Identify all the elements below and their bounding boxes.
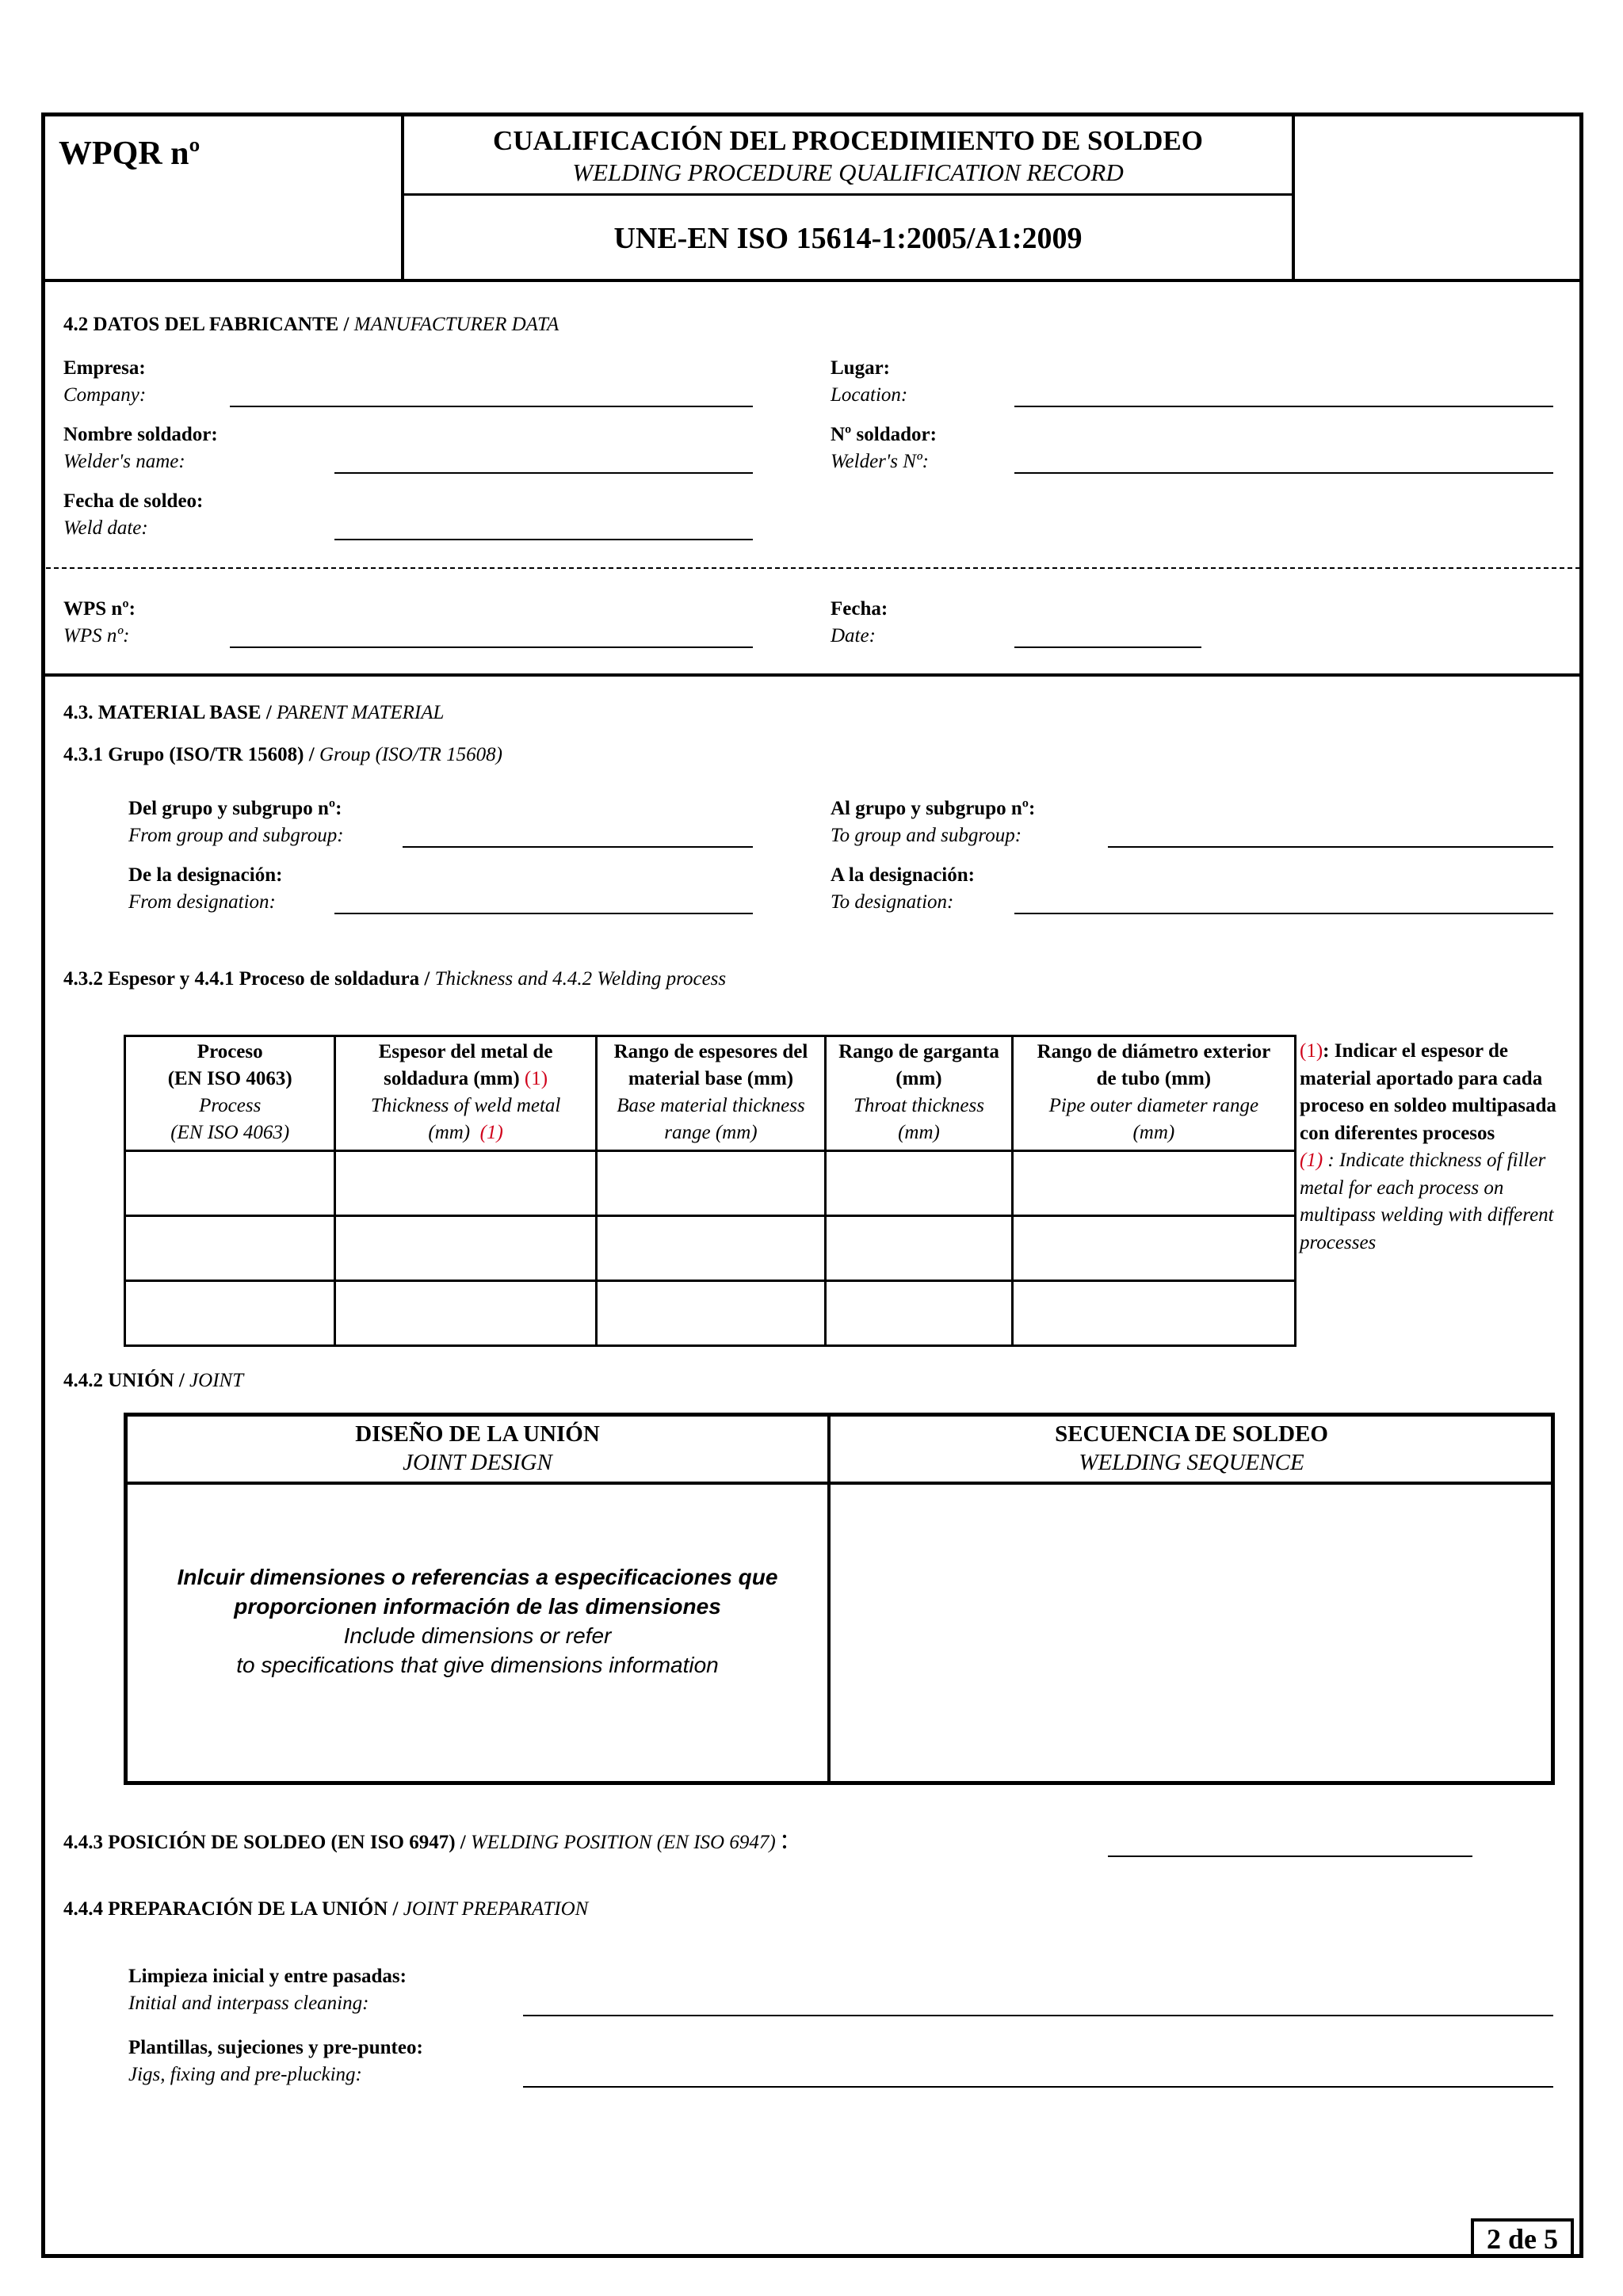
table-cell[interactable] [596, 1151, 825, 1216]
table-cell[interactable] [596, 1216, 825, 1281]
form-title-es: CUALIFICACIÓN DEL PROCEDIMIENTO DE SOLDEO [493, 125, 1203, 156]
to-group-label-en: To group and subgroup: [831, 825, 1022, 846]
note-marker: (1) [1300, 1040, 1323, 1062]
welding-sequence-header [831, 1417, 1552, 1482]
wps-label-es: WPS nº: [63, 598, 136, 620]
from-group-label-en: From group and subgroup: [128, 825, 344, 846]
table-cell[interactable] [1012, 1281, 1295, 1346]
joint-preparation-es: 4.4.4 PREPARACIÓN DE LA UNIÓN [63, 1898, 388, 1920]
to-designation-field[interactable] [1014, 913, 1553, 914]
from-group-field[interactable] [403, 846, 753, 848]
column-header-throat-thickness [826, 1036, 1013, 1151]
welder-number-label-en: Welder's Nº: [831, 451, 929, 472]
company-label-es: Empresa: [63, 357, 146, 379]
company-field[interactable] [230, 406, 753, 407]
table-row [125, 1281, 1296, 1346]
welder-name-label-en: Welder's name: [63, 451, 185, 472]
joint-section-title [63, 1370, 243, 1392]
slash: / [460, 1832, 466, 1853]
table-cell[interactable] [826, 1216, 1013, 1281]
company-label-en: Company: [63, 384, 147, 406]
header-text: Pipe outer diameter range [1048, 1095, 1259, 1116]
thickness-process-section-title [63, 968, 726, 990]
joint-design-en: JOINT DESIGN [403, 1450, 552, 1475]
header-text: Rango de diámetro exterior [1037, 1041, 1271, 1062]
header-text: (EN ISO 4063) [170, 1122, 290, 1143]
instruction-en: to specifications that give dimensions information [236, 1653, 719, 1677]
parent-material-es: 4.3. MATERIAL BASE [63, 702, 262, 723]
weld-date-label-es: Fecha de soldeo: [63, 490, 204, 512]
slash: / [308, 744, 315, 765]
header-text: Thickness of weld metal [370, 1095, 561, 1116]
jigs-label-en: Jigs, fixing and pre-plucking: [128, 2064, 362, 2085]
cleaning-label-es: Limpieza inicial y entre pasadas: [128, 1966, 407, 1987]
slash: / [392, 1898, 399, 1920]
welding-position-field[interactable] [1108, 1855, 1472, 1857]
weld-date-label-en: Weld date: [63, 517, 148, 539]
date-field[interactable] [1014, 646, 1201, 648]
column-header-base-thickness-range [596, 1036, 825, 1151]
table-cell[interactable] [125, 1151, 335, 1216]
table-cell[interactable] [335, 1281, 596, 1346]
location-label-en: Location: [831, 384, 908, 406]
jigs-field[interactable] [523, 2086, 1553, 2088]
wps-number-field[interactable] [230, 646, 753, 648]
header-text: Process [199, 1095, 262, 1116]
group-es: 4.3.1 Grupo (ISO/TR 15608) [63, 744, 304, 765]
manufacturer-section-title [63, 314, 559, 336]
cleaning-label-en: Initial and interpass cleaning: [128, 1993, 369, 2014]
welding-position-en: WELDING POSITION (EN ISO 6947) [470, 1832, 776, 1853]
date-label-es: Fecha: [831, 598, 888, 620]
header-text: Rango de espesores del [613, 1041, 808, 1062]
colon: : [780, 1823, 789, 1855]
table-cell[interactable] [1012, 1216, 1295, 1281]
instruction-en: Include dimensions or refer [343, 1623, 612, 1648]
joint-preparation-en: JOINT PREPARATION [403, 1898, 589, 1920]
slash: / [424, 968, 430, 990]
slash: / [265, 702, 272, 723]
note-marker: (1) [1300, 1150, 1323, 1171]
group-subsection-title [63, 744, 502, 766]
table-cell[interactable] [125, 1216, 335, 1281]
from-designation-field[interactable] [334, 913, 753, 914]
wps-label-en: WPS nº: [63, 625, 130, 646]
joint-section-en: JOINT [189, 1370, 244, 1391]
welding-position-es: 4.4.3 POSICIÓN DE SOLDEO (EN ISO 6947) [63, 1832, 456, 1853]
date-label-en: Date: [831, 625, 876, 646]
standard-reference: UNE-EN ISO 15614-1:2005/A1:2009 [613, 222, 1083, 255]
note-marker: (1) [524, 1068, 548, 1089]
welding-sequence-en: WELDING SEQUENCE [1079, 1450, 1304, 1475]
table-row [125, 1216, 1296, 1281]
joint-design-instructions[interactable] [128, 1486, 827, 1783]
to-designation-label-en: To designation: [831, 891, 954, 913]
welder-number-field[interactable] [1014, 472, 1553, 474]
welding-sequence-es: SECUENCIA DE SOLDEO [1055, 1421, 1328, 1447]
dashed-separator [46, 567, 1580, 569]
note-text-en: : Indicate thickness of filler metal for each process on multipass welding with different processes [1300, 1150, 1554, 1253]
table-row [125, 1151, 1296, 1216]
header-text: (mm) [1132, 1122, 1175, 1143]
table-cell[interactable] [826, 1281, 1013, 1346]
welding-sequence-area[interactable] [831, 1486, 1552, 1783]
table-cell[interactable] [1012, 1151, 1295, 1216]
header-text: Proceso [197, 1041, 263, 1062]
joint-box [124, 1413, 1555, 1785]
header-text: material base (mm) [628, 1068, 794, 1089]
header-text: (mm) [896, 1068, 942, 1089]
manufacturer-bottom-line [41, 673, 1583, 677]
welder-number-label-es: Nº soldador: [831, 424, 937, 445]
joint-preparation-section-title [63, 1898, 588, 1920]
welder-name-field[interactable] [334, 472, 753, 474]
header-text: (mm) [428, 1122, 471, 1143]
header-text: (mm) [898, 1122, 940, 1143]
to-group-label-es: Al grupo y subgrupo nº: [831, 798, 1036, 819]
from-designation-label-es: De la designación: [128, 864, 283, 886]
header-text: range (mm) [664, 1122, 758, 1143]
wpqr-number-field[interactable] [1295, 116, 1580, 279]
header-bottom-line [41, 279, 1583, 282]
weld-date-field[interactable] [334, 539, 753, 540]
jigs-label-es: Plantillas, sujeciones y pre-punteo: [128, 2037, 423, 2058]
instruction-es: Inlcuir dimensiones o referencias a especificaciones que [177, 1565, 778, 1589]
header-middle-line [403, 193, 1293, 196]
header-text [338, 1066, 593, 1093]
instruction-es: proporcionen información de las dimensiones [234, 1594, 721, 1619]
note-text-es: : Indicar el espesor de material aportado para cada proceso en soldeo multipasada con diferentes procesos [1300, 1040, 1556, 1144]
table-cell[interactable] [335, 1216, 596, 1281]
group-en: Group (ISO/TR 15608) [319, 744, 502, 765]
location-label-es: Lugar: [831, 357, 890, 379]
joint-section-es: 4.4.2 UNIÓN [63, 1370, 174, 1391]
joint-design-es: DISEÑO DE LA UNIÓN [355, 1421, 600, 1447]
table-cell[interactable] [335, 1151, 596, 1216]
slash: / [178, 1370, 185, 1391]
page-number: 2 de 5 [1471, 2218, 1574, 2258]
welding-position-section-title [63, 1822, 789, 1855]
header-text: Rango de garganta [838, 1041, 999, 1062]
header-text: de tubo (mm) [1096, 1068, 1212, 1089]
process-thickness-table [124, 1035, 1296, 1347]
from-designation-label-en: From designation: [128, 891, 276, 913]
note-marker: (1) [479, 1122, 503, 1143]
header-text: Base material thickness [617, 1095, 805, 1116]
manufacturer-section-es: 4.2 DATOS DEL FABRICANTE [63, 314, 339, 335]
to-group-field[interactable] [1108, 846, 1553, 848]
table-cell[interactable] [826, 1151, 1013, 1216]
header-text: Espesor del metal de [378, 1041, 553, 1062]
form-title-en: WELDING PROCEDURE QUALIFICATION RECORD [572, 158, 1124, 186]
column-header-pipe-diameter [1012, 1036, 1295, 1151]
header-text [338, 1119, 593, 1146]
header-text: Throat thickness [853, 1095, 984, 1116]
joint-design-header [128, 1417, 827, 1482]
manufacturer-section-en: MANUFACTURER DATA [353, 314, 559, 335]
to-designation-label-es: A la designación: [831, 864, 975, 886]
parent-material-en: PARENT MATERIAL [277, 702, 445, 723]
table-cell[interactable] [596, 1281, 825, 1346]
table-cell[interactable] [125, 1281, 335, 1346]
table-header-row [125, 1036, 1296, 1151]
from-group-label-es: Del grupo y subgrupo nº: [128, 798, 342, 819]
cleaning-field[interactable] [523, 2015, 1553, 2016]
wpqr-label: WPQR nº [59, 135, 200, 172]
thickness-section-en: Thickness and 4.4.2 Welding process [434, 968, 727, 990]
column-header-process [125, 1036, 335, 1151]
parent-material-section-title [63, 702, 444, 724]
welder-name-label-es: Nombre soldador: [63, 424, 218, 445]
header-text: soldadura (mm) [384, 1068, 520, 1089]
thickness-note [1300, 1038, 1561, 1257]
location-field[interactable] [1014, 406, 1553, 407]
column-header-weld-metal-thickness [335, 1036, 596, 1151]
joint-header-line [128, 1482, 1552, 1485]
header-text: (EN ISO 4063) [167, 1068, 292, 1089]
slash: / [343, 314, 349, 335]
thickness-section-es: 4.3.2 Espesor y 4.4.1 Proceso de soldadura [63, 968, 420, 990]
